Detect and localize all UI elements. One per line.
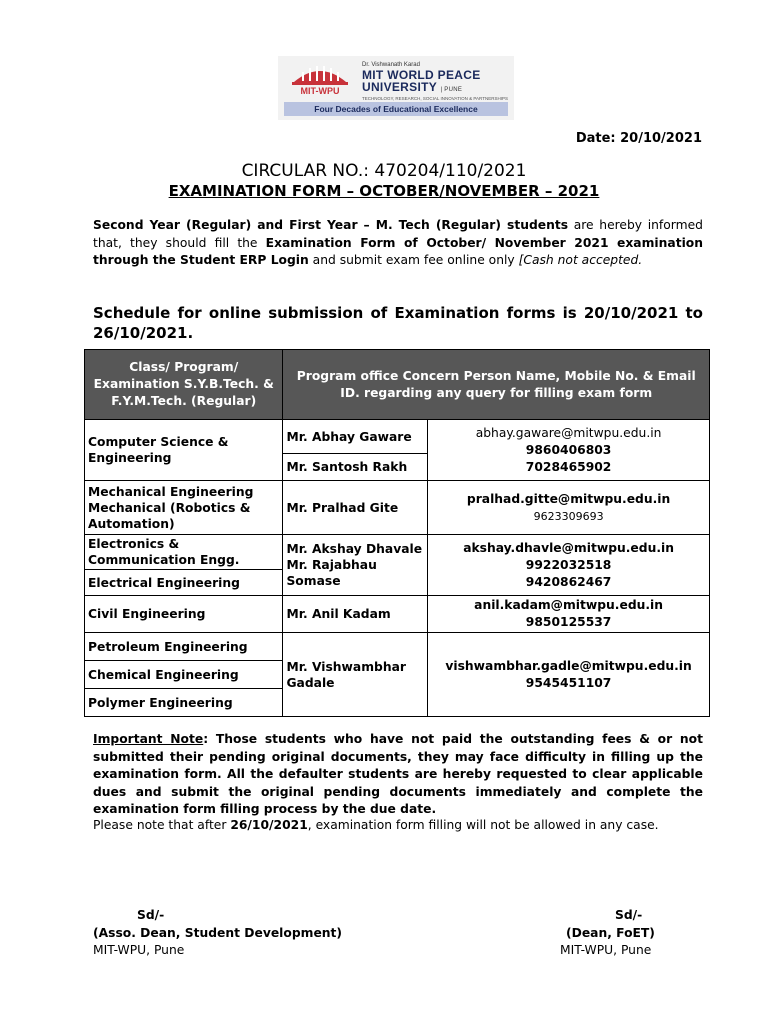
university-name-block <box>362 62 510 102</box>
important-note <box>93 731 703 819</box>
phone-number: 9850125537 <box>525 615 612 629</box>
program-cell: Civil Engineering <box>85 596 283 633</box>
signatory-place: MIT-WPU, Pune <box>560 943 652 957</box>
person-cell: Mr. Pralhad Gite <box>283 481 428 535</box>
signatory-role: (Dean, FoET) <box>566 925 655 940</box>
email-link[interactable]: pralhad.gitte@mitwpu.edu.in <box>466 491 671 506</box>
person-cell: Mr. Vishwambhar Gadale <box>283 633 428 717</box>
university-logo <box>278 56 514 120</box>
person-cell: Mr. Akshay Dhavale Mr. Rajabhau Somase <box>283 535 428 596</box>
contact-cell <box>428 420 710 481</box>
program-cell: Polymer Engineering <box>85 689 283 717</box>
header-program: Class/ Program/ Examination S.Y.B.Tech. & F.Y.M.Tech. (Regular) <box>85 350 283 420</box>
submission-schedule: Schedule for online submission of Examination forms is 20/10/2021 to 26/10/2021. <box>93 304 703 342</box>
important-note-text: : Those students who have not paid the outstanding fees & or not submitted their pending original documents, they may face difficulty in filling up the examination form. All the defaulter students are hereby requested to clear applicable dues and submit the original pending documents immediately and complete the examination form filling process by the due date. <box>93 732 703 816</box>
table-header-row <box>85 350 710 420</box>
person-cell: Mr. Anil Kadam <box>283 596 428 633</box>
signatory-role: (Asso. Dean, Student Development) <box>93 925 343 940</box>
contact-cell <box>428 596 710 633</box>
table-row <box>85 420 710 454</box>
phone-number: 9623309693 <box>533 509 604 523</box>
table-row <box>85 481 710 535</box>
email-link[interactable]: abhay.gaware@mitwpu.edu.in <box>475 425 662 440</box>
program-cell: Electrical Engineering <box>85 570 283 596</box>
email-link[interactable]: vishwambhar.gadle@mitwpu.edu.in <box>445 658 692 673</box>
university-motto: TECHNOLOGY, RESEARCH, SOCIAL INNOVATION & PARTNERSHIPS <box>362 96 508 101</box>
contact-cell <box>428 633 710 717</box>
program-cell: Computer Science & Engineering <box>85 420 283 481</box>
program-cell: Electronics & Communication Engg. <box>85 535 283 570</box>
email-link[interactable]: akshay.dhavle@mitwpu.edu.in <box>463 540 674 555</box>
university-name-line1: MIT WORLD PEACE <box>362 68 481 82</box>
contacts-table <box>84 349 710 717</box>
signatory-place: MIT-WPU, Pune <box>93 943 185 957</box>
person-cell: Mr. Santosh Rakh <box>283 454 428 481</box>
logo-tagline: Four Decades of Educational Excellence <box>284 102 508 116</box>
phone-number: 9922032518 <box>525 557 612 572</box>
signature-dean <box>560 907 655 960</box>
header-contact: Program office Concern Person Name, Mobile No. & Email ID. regarding any query for filling exam form <box>283 350 710 420</box>
intro-paragraph: Second Year (Regular) and First Year – M. Tech (Regular) students are hereby informed that, they should fill the Examination Form of October/ November 2021 examination through the Student ERP Login and submit exam fee online only [Cash not accepted. <box>93 218 703 267</box>
contact-cell <box>428 535 710 596</box>
brand-text: MIT-WPU <box>300 86 340 96</box>
contact-cell <box>428 481 710 535</box>
phone-number: 7028465902 <box>525 459 612 474</box>
signature-mark: Sd/- <box>137 908 165 922</box>
phone-number: 9420862467 <box>525 574 612 589</box>
important-note-label: Important Note <box>93 732 204 746</box>
table-row <box>85 535 710 570</box>
program-cell: Petroleum Engineering <box>85 633 283 661</box>
email-link[interactable]: anil.kadam@mitwpu.edu.in <box>474 598 664 612</box>
founder-name: Dr. Vishwanath Karad <box>362 62 420 68</box>
phone-number: 9545451107 <box>525 675 612 690</box>
phone-number: 9860406803 <box>525 442 612 457</box>
program-cell: Chemical Engineering <box>85 661 283 689</box>
university-name-line2: UNIVERSITY | PUNE <box>362 80 463 94</box>
dome-emblem-icon <box>284 58 356 98</box>
examination-form-title: EXAMINATION FORM – OCTOBER/NOVEMBER – 2021 <box>168 182 600 200</box>
program-cell: Mechanical Engineering Mechanical (Robotics & Automation) <box>85 481 283 535</box>
circular-date: Date: 20/10/2021 <box>575 131 702 146</box>
signature-mark: Sd/- <box>615 908 643 922</box>
person-cell: Mr. Abhay Gaware <box>283 420 428 454</box>
circular-number: CIRCULAR NO.: 470204/110/2021 <box>241 161 527 181</box>
deadline-note: Please note that after 26/10/2021, examination form filling will not be allowed in any case. <box>93 818 659 832</box>
table-row <box>85 633 710 661</box>
table-row <box>85 596 710 633</box>
signature-asso-dean <box>93 907 342 960</box>
